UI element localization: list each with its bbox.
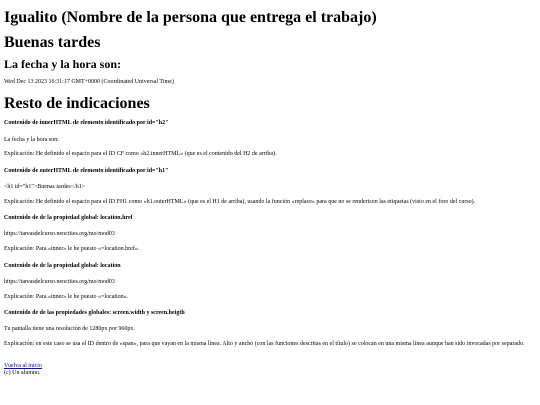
main-title: Igualito (Nombre de la persona que entrega el trabajo): [4, 9, 377, 26]
section-heading-outerhtml: Contenido de outerHTML de elemento identificado por id="h1": [4, 168, 169, 174]
date-value: Wed Dec 13 2023 16:31:17 GMT+0000 (Coordinated Universal Time): [4, 79, 174, 85]
section-explanation-screen: Explicación: en este caso se usa el ID dentro de «span», para que vayan en la misma línea. Alto y ancho (con las funciones descritas en el título) se colocan en una misma línea aunque han sido invocadas por separado.: [4, 341, 525, 347]
section-value-screen: Tu pantalla tiene una resolución de 1280px por 960px.: [4, 326, 135, 332]
date-heading: La fecha y la hora son:: [4, 57, 121, 71]
section-heading-location-href: Contenido de de la propiedad global: location.href: [4, 215, 133, 221]
section-value-location: https://tareasdelcurso.neocities.org/mo/mod03: [4, 279, 115, 285]
section-explanation-location: Explicación: Para «inner» le he puesto «=location».: [4, 294, 129, 300]
greeting-heading: Buenas tardes: [4, 34, 101, 51]
section-value-outerhtml: <h1 id="h1">Buenas tardes</h1>: [4, 184, 86, 190]
section-heading-location: Contenido de de la propiedad global: location: [4, 263, 121, 269]
rest-heading: Resto de indicaciones: [4, 95, 150, 112]
section-value-innerhtml: La fecha y la hora son:: [4, 137, 59, 143]
back-to-start-link[interactable]: Vuelva al inicio: [4, 363, 42, 369]
section-value-location-href: https://tareasdelcurso.neocities.org/mo/mod03: [4, 231, 115, 237]
footer-credit: (c) Un alumno.: [4, 370, 41, 376]
section-explanation-outerhtml: Explicación: He definido el espacio para el ID FH1 como «h1.outerHTML» (que es el H1 de arriba), usando la función «replace» para que no se rendericen las etiquetas (visto en el foro del curso).: [4, 199, 476, 205]
section-explanation-innerhtml: Explicación: He definido el espacio para el ID CF como «h2.innerHTML» (que es el contenido del H2 de arriba).: [4, 151, 277, 157]
section-explanation-location-href: Explicación: Para «inner» le he puesto «=location.href».: [4, 246, 140, 252]
section-heading-screen: Contenido de de las propiedades globales: screen.width y screen.heigth: [4, 310, 185, 316]
section-heading-innerhtml: Contenido de innerHTML de elemento identificado por id="h2": [4, 120, 169, 126]
